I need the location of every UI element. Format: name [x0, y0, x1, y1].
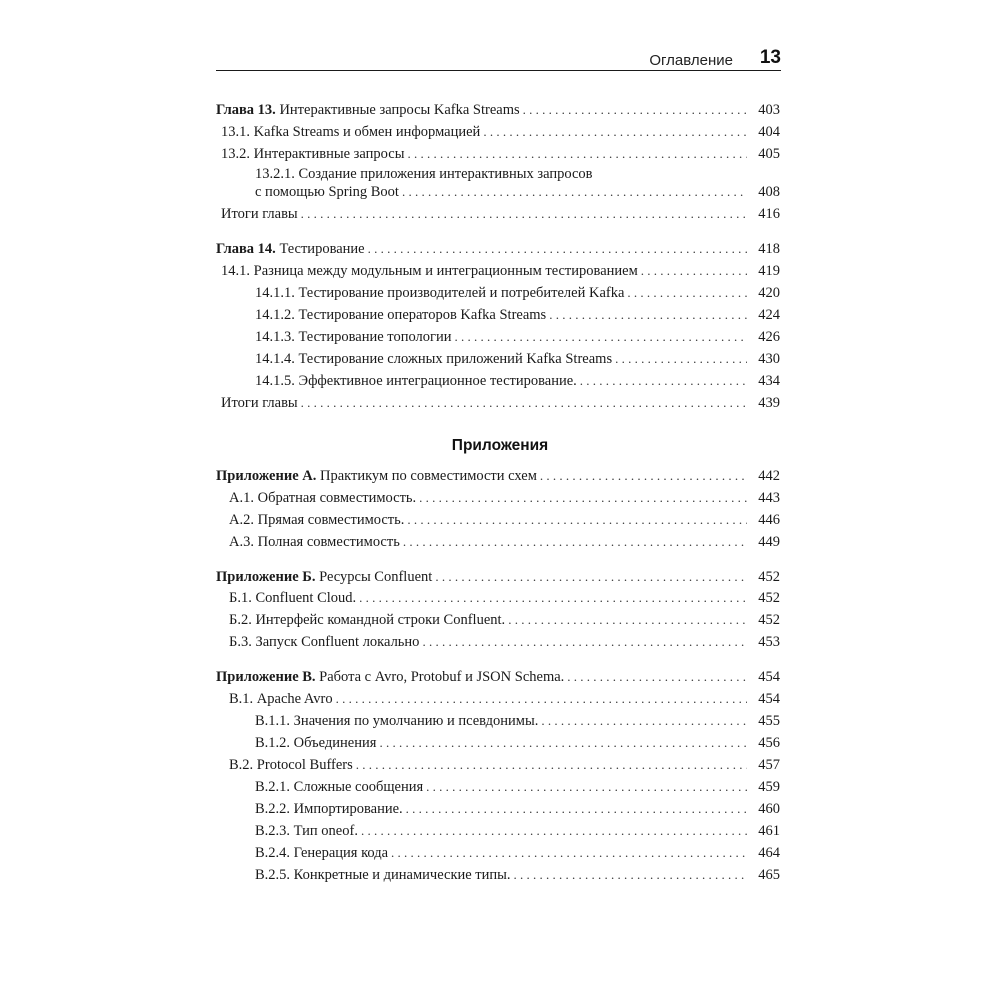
- toc-page-number: 452: [758, 612, 780, 628]
- toc-section-label: В.2. Protocol Buffers: [229, 757, 353, 773]
- toc-page-number: 416: [758, 206, 780, 222]
- dot-leader: [419, 489, 747, 507]
- toc-subsection[interactable]: [255, 822, 780, 840]
- toc-page-number: 446: [758, 512, 780, 528]
- dot-leader: [422, 633, 747, 651]
- dot-leader: [580, 372, 747, 390]
- toc-page-number: 443: [758, 490, 780, 506]
- dot-leader: [483, 123, 747, 141]
- toc-page-number: 424: [758, 307, 780, 323]
- toc-section-label: 14.1. Разница между модульным и интеграционным тестированием: [221, 263, 638, 279]
- toc-appendix-b[interactable]: [216, 568, 780, 586]
- dot-leader: [336, 690, 747, 708]
- dot-leader: [406, 800, 747, 818]
- toc-appendix-a[interactable]: [216, 467, 780, 485]
- toc-section-label: А.1. Обратная совместимость.: [229, 490, 417, 506]
- dot-leader: [567, 668, 747, 686]
- dot-leader: [391, 844, 747, 862]
- toc-subsection[interactable]: [255, 183, 780, 201]
- toc-section[interactable]: [221, 205, 780, 223]
- dot-leader: [359, 589, 747, 607]
- dot-leader: [379, 734, 747, 752]
- dot-leader: [301, 205, 747, 223]
- toc-page-number: 449: [758, 534, 780, 550]
- toc-section-label: Б.2. Интерфейс командной строки Confluent.: [229, 612, 506, 628]
- toc-page-number: 456: [758, 735, 780, 751]
- toc-page-number: 465: [758, 867, 780, 883]
- toc-page-number: 405: [758, 146, 780, 162]
- toc-page-number: 461: [758, 823, 780, 839]
- chapter-number: Глава 13.: [216, 102, 276, 118]
- toc-subsection[interactable]: [255, 800, 780, 818]
- dot-leader: [407, 511, 747, 529]
- toc-subsection[interactable]: [255, 328, 780, 346]
- toc-section[interactable]: [229, 489, 780, 507]
- toc-subsection-label: В.2.5. Конкретные и динамические типы.: [255, 867, 511, 883]
- toc-section[interactable]: [221, 123, 780, 141]
- toc-page-number: 420: [758, 285, 780, 301]
- toc-page-number: 418: [758, 241, 780, 257]
- dot-leader: [615, 350, 747, 368]
- toc-subsection-label: В.1.2. Объединения: [255, 735, 377, 751]
- toc-section[interactable]: [221, 262, 780, 280]
- toc-chapter-13[interactable]: [216, 101, 780, 119]
- toc-page-number: 459: [758, 779, 780, 795]
- toc-section[interactable]: [229, 611, 780, 629]
- toc-page-number: 453: [758, 634, 780, 650]
- appendix-letter: Приложение Б.: [216, 569, 316, 585]
- toc-page-number: 419: [758, 263, 780, 279]
- toc-section-label: Итоги главы: [221, 206, 298, 222]
- toc-section-label: Итоги главы: [221, 395, 298, 411]
- toc-page-number: 454: [758, 669, 780, 685]
- chapter-number: Глава 14.: [216, 241, 276, 257]
- toc-page-number: 426: [758, 329, 780, 345]
- dot-leader: [368, 240, 747, 258]
- dot-leader: [435, 568, 747, 586]
- toc-subsection-label: 14.1.4. Тестирование сложных приложений Kafka Streams: [255, 351, 613, 367]
- toc-subsection-label: 14.1.3. Тестирование топологии: [255, 329, 452, 345]
- dot-leader: [627, 284, 747, 302]
- toc-section[interactable]: [229, 690, 780, 708]
- dot-leader: [508, 611, 747, 629]
- running-header-title: Оглавление: [649, 52, 733, 69]
- toc-subsection-label: В.2.3. Тип oneof.: [255, 823, 358, 839]
- toc-section[interactable]: [229, 589, 780, 607]
- toc-subsection-multiline[interactable]: [255, 166, 593, 183]
- toc-subsection-label: В.1.1. Значения по умолчанию и псевдонимы.: [255, 713, 539, 729]
- appendix-letter: Приложение В.: [216, 669, 316, 685]
- chapter-title: Интерактивные запросы Kafka Streams: [275, 102, 520, 118]
- toc-page-number: 403: [758, 102, 780, 118]
- toc-section[interactable]: [229, 633, 780, 651]
- toc-subsection[interactable]: [255, 866, 780, 884]
- toc-section-label: 13.2. Интерактивные запросы: [221, 146, 405, 162]
- toc-section-label: А.2. Прямая совместимость.: [229, 512, 405, 528]
- dot-leader: [541, 712, 747, 730]
- toc-subsection[interactable]: [255, 712, 780, 730]
- toc-subsection-label: 14.1.2. Тестирование операторов Kafka Streams: [255, 307, 547, 323]
- appendices-heading: Приложения: [451, 437, 549, 454]
- toc-subsection[interactable]: [255, 844, 780, 862]
- toc-section[interactable]: [221, 394, 780, 412]
- dot-leader: [402, 183, 747, 201]
- appendix-title: Ресурсы Confluent: [315, 569, 433, 585]
- toc-page-number: 452: [758, 569, 780, 585]
- dot-leader: [356, 756, 747, 774]
- toc-page-number: 452: [758, 590, 780, 606]
- toc-section[interactable]: [221, 145, 780, 163]
- dot-leader: [540, 467, 747, 485]
- toc-chapter-14[interactable]: [216, 240, 780, 258]
- dot-leader: [641, 262, 747, 280]
- toc-section-label: В.1. Apache Avro: [229, 691, 333, 707]
- toc-subsection-label: 14.1.5. Эффективное интеграционное тестирование.: [255, 373, 577, 389]
- toc-page-number: 464: [758, 845, 780, 861]
- toc-subsection[interactable]: [255, 778, 780, 796]
- toc-page-number: 442: [758, 468, 780, 484]
- dot-leader: [403, 533, 747, 551]
- toc-section[interactable]: [229, 511, 780, 529]
- toc-page-number: 439: [758, 395, 780, 411]
- toc-subsection[interactable]: [255, 284, 780, 302]
- toc-subsection-label: В.2.4. Генерация кода: [255, 845, 389, 861]
- appendix-title: Практикум по совместимости схем: [316, 468, 537, 484]
- toc-subsection[interactable]: [255, 306, 780, 324]
- dot-leader: [549, 306, 747, 324]
- toc-section-label: Б.3. Запуск Confluent локально: [229, 634, 420, 650]
- toc-section-label: А.3. Полная совместимость: [229, 534, 400, 550]
- toc-section-label: Б.1. Confluent Cloud.: [229, 590, 357, 606]
- toc-subsection-label-line1: 13.2.1. Создание приложения интерактивных запросов: [255, 166, 593, 182]
- toc-subsection-label-line2: с помощью Spring Boot: [255, 184, 399, 200]
- toc-page-number: 455: [758, 713, 780, 729]
- toc-section-label: 13.1. Kafka Streams и обмен информацией: [221, 124, 481, 140]
- dot-leader: [361, 822, 747, 840]
- toc-section[interactable]: [229, 756, 780, 774]
- toc-page-number: 460: [758, 801, 780, 817]
- dot-leader: [523, 101, 747, 119]
- appendix-letter: Приложение А.: [216, 468, 317, 484]
- toc-section[interactable]: [229, 533, 780, 551]
- dot-leader: [301, 394, 747, 412]
- dot-leader: [454, 328, 747, 346]
- toc-page-number: 430: [758, 351, 780, 367]
- dot-leader: [514, 866, 747, 884]
- toc-subsection-label: В.2.1. Сложные сообщения: [255, 779, 424, 795]
- appendix-title: Работа с Avro, Protobuf и JSON Schema.: [315, 669, 565, 685]
- toc-appendix-v[interactable]: [216, 668, 780, 686]
- toc-subsection-label: В.2.2. Импортирование.: [255, 801, 403, 817]
- chapter-title: Тестирование: [275, 241, 365, 257]
- toc-page-number: 408: [758, 184, 780, 200]
- toc-page-number: 457: [758, 757, 780, 773]
- page-number: 13: [759, 47, 781, 68]
- toc-subsection-label: 14.1.1. Тестирование производителей и потребителей Kafka: [255, 285, 625, 301]
- dot-leader: [407, 145, 747, 163]
- toc-page-number: 434: [758, 373, 780, 389]
- toc-subsection[interactable]: [255, 734, 780, 752]
- toc-page-number: 454: [758, 691, 780, 707]
- toc-page-number: 404: [758, 124, 780, 140]
- toc-subsection[interactable]: [255, 372, 780, 390]
- dot-leader: [426, 778, 747, 796]
- toc-subsection[interactable]: [255, 350, 780, 368]
